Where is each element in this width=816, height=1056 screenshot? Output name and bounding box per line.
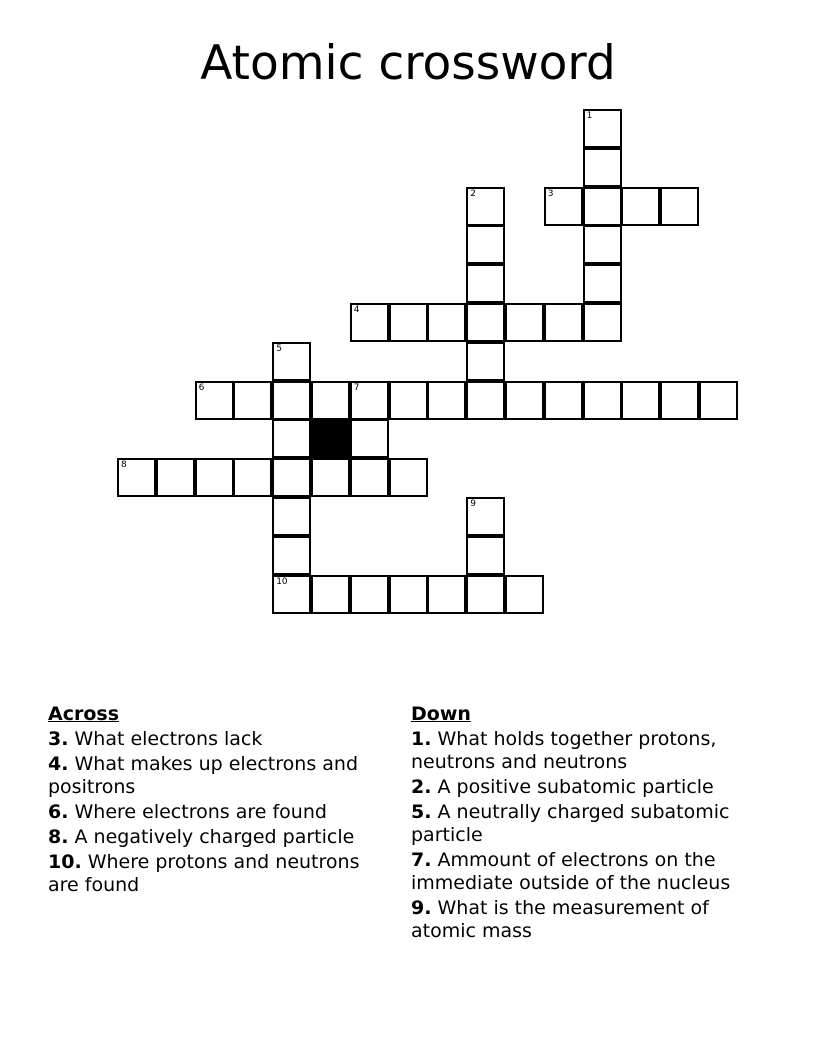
clue-number: 1. bbox=[411, 728, 432, 750]
clue-number: 10. bbox=[48, 851, 82, 873]
across-heading: Across bbox=[48, 703, 120, 725]
grid-cell[interactable] bbox=[544, 381, 583, 420]
across-clues bbox=[48, 703, 393, 899]
clue-number: 9. bbox=[411, 897, 432, 919]
clue-down-1 bbox=[411, 728, 771, 774]
clue-number-label: 7 bbox=[353, 382, 360, 393]
grid-cell[interactable] bbox=[660, 187, 699, 226]
grid-cell[interactable] bbox=[544, 303, 583, 342]
clue-text: Ammount of electrons on the immediate outside of the nucleus bbox=[411, 849, 731, 894]
clue-across-8 bbox=[48, 826, 393, 849]
grid-cell[interactable] bbox=[466, 497, 505, 536]
clue-number-label: 1 bbox=[586, 111, 593, 121]
grid-cell[interactable] bbox=[466, 264, 505, 303]
grid-cell[interactable] bbox=[195, 381, 234, 420]
grid-cell[interactable] bbox=[621, 187, 660, 226]
grid-cell[interactable] bbox=[583, 381, 622, 420]
grid-cell[interactable] bbox=[272, 342, 311, 381]
grid-cell[interactable] bbox=[311, 458, 350, 497]
clue-number: 8. bbox=[48, 826, 69, 848]
grid-cell[interactable] bbox=[233, 458, 272, 497]
grid-cell[interactable] bbox=[272, 497, 311, 536]
down-heading: Down bbox=[411, 703, 471, 725]
grid-cell[interactable] bbox=[272, 458, 311, 497]
grid-cell[interactable] bbox=[544, 187, 583, 226]
grid-cell[interactable] bbox=[389, 303, 428, 342]
clue-text: What is the measurement of atomic mass bbox=[411, 897, 709, 942]
grid-cell[interactable] bbox=[350, 575, 389, 614]
clue-number-label: 5 bbox=[276, 343, 282, 354]
clue-number: 6. bbox=[48, 801, 69, 823]
grid-cell[interactable] bbox=[466, 342, 505, 381]
clue-number-label: 9 bbox=[470, 499, 476, 509]
clue-text: What electrons lack bbox=[74, 728, 263, 750]
grid-cell[interactable] bbox=[583, 264, 622, 303]
grid-cell[interactable] bbox=[389, 381, 428, 420]
grid-cell[interactable] bbox=[505, 381, 544, 420]
clue-across-3 bbox=[48, 728, 393, 751]
grid-cell[interactable] bbox=[427, 381, 466, 420]
clue-number: 4. bbox=[48, 753, 69, 775]
grid-cell[interactable] bbox=[466, 187, 505, 226]
grid-cell[interactable] bbox=[583, 303, 622, 342]
clue-text: A neutrally charged subatomic particle bbox=[411, 801, 730, 846]
grid-cell[interactable] bbox=[311, 381, 350, 420]
clue-across-4 bbox=[48, 753, 393, 799]
clue-text: Where electrons are found bbox=[74, 801, 327, 823]
grid-cell[interactable] bbox=[466, 381, 505, 420]
grid-cell[interactable] bbox=[389, 575, 428, 614]
clue-number: 3. bbox=[48, 728, 69, 750]
clue-number-label: 2 bbox=[470, 188, 476, 199]
grid-cell[interactable] bbox=[583, 187, 622, 226]
grid-cell[interactable] bbox=[195, 458, 234, 497]
grid-cell[interactable] bbox=[505, 303, 544, 342]
grid-cell[interactable] bbox=[350, 419, 389, 458]
grid-cell[interactable] bbox=[466, 575, 505, 614]
clue-down-9 bbox=[411, 897, 771, 943]
grid-cell[interactable] bbox=[272, 381, 311, 420]
clue-text: What holds together protons, neutrons and neutrons bbox=[411, 728, 717, 773]
grid-cell[interactable] bbox=[427, 303, 466, 342]
grid-cell[interactable] bbox=[350, 303, 389, 342]
grid-cell[interactable] bbox=[350, 381, 389, 420]
clue-number: 7. bbox=[411, 849, 432, 871]
grid-cell[interactable] bbox=[505, 575, 544, 614]
clue-down-7 bbox=[411, 849, 771, 895]
grid-cell[interactable] bbox=[311, 575, 350, 614]
clue-down-2 bbox=[411, 776, 771, 799]
grid-cell[interactable] bbox=[350, 458, 389, 497]
grid-cell[interactable] bbox=[583, 109, 622, 148]
clue-text: What makes up electrons and positrons bbox=[48, 753, 359, 798]
grid-cell[interactable] bbox=[660, 381, 699, 420]
clue-text: Where protons and neutrons are found bbox=[48, 851, 360, 896]
clue-across-10 bbox=[48, 851, 393, 897]
grid-cell[interactable] bbox=[621, 381, 660, 420]
clue-number: 2. bbox=[411, 776, 432, 798]
black-cell bbox=[311, 419, 350, 458]
grid-cell[interactable] bbox=[272, 575, 311, 614]
grid-cell[interactable] bbox=[583, 225, 622, 264]
grid-cell[interactable] bbox=[117, 458, 156, 497]
grid-cell[interactable] bbox=[427, 575, 466, 614]
clue-text: A negatively charged particle bbox=[74, 826, 355, 848]
clue-text: A positive subatomic particle bbox=[437, 776, 714, 798]
grid-cell[interactable] bbox=[233, 381, 272, 420]
grid-cell[interactable] bbox=[583, 148, 622, 187]
grid-cell[interactable] bbox=[699, 381, 738, 420]
clue-number-label: 4 bbox=[353, 305, 360, 315]
grid-cell[interactable] bbox=[466, 536, 505, 575]
clue-number: 5. bbox=[411, 801, 432, 823]
clue-down-5 bbox=[411, 801, 771, 847]
page-title: Atomic crossword bbox=[200, 36, 616, 91]
grid-cell[interactable] bbox=[272, 419, 311, 458]
clue-number-label: 3 bbox=[547, 188, 554, 199]
clue-number-label: 8 bbox=[121, 460, 127, 471]
grid-cell[interactable] bbox=[272, 536, 311, 575]
grid-cell[interactable] bbox=[156, 458, 195, 497]
clue-number-label: 10 bbox=[276, 576, 288, 587]
grid-cell[interactable] bbox=[466, 225, 505, 264]
clue-across-6 bbox=[48, 801, 393, 824]
grid-cell[interactable] bbox=[466, 303, 505, 342]
down-clues bbox=[411, 703, 771, 945]
grid-cell[interactable] bbox=[389, 458, 428, 497]
clue-number-label: 6 bbox=[198, 382, 205, 393]
